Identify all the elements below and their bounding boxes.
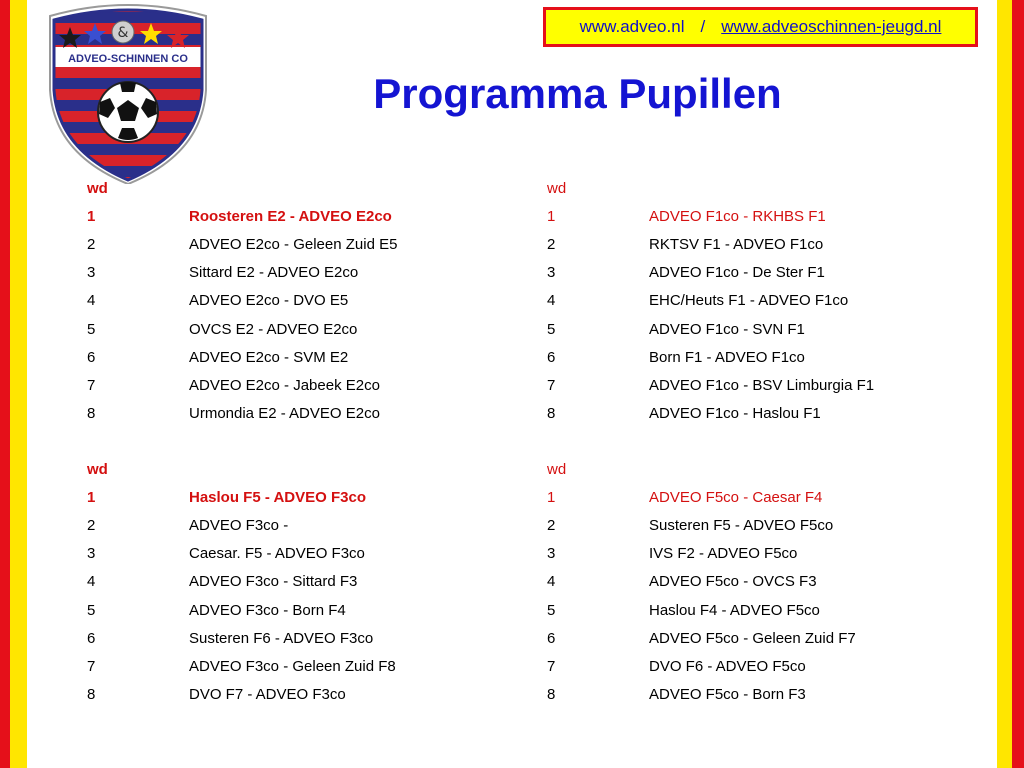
match-number: 5 bbox=[547, 321, 556, 338]
match-teams: ADVEO F3co - Geleen Zuid F8 bbox=[189, 658, 396, 675]
match-number: 8 bbox=[547, 405, 556, 422]
match-teams: ADVEO F3co - bbox=[189, 517, 289, 534]
match-teams: Susteren F6 - ADVEO F3co bbox=[189, 630, 374, 647]
adveoschinnen-jeugd-link[interactable]: www.adveoschinnen-jeugd.nl bbox=[721, 17, 942, 36]
match-teams: Roosteren E2 - ADVEO E2co bbox=[189, 208, 392, 225]
match-teams: EHC/Heuts F1 - ADVEO F1co bbox=[649, 292, 849, 309]
page-title: Programma Pupillen bbox=[373, 70, 782, 117]
match-teams: ADVEO F5co - Geleen Zuid F7 bbox=[649, 630, 856, 647]
left-yellow-stripe bbox=[10, 0, 27, 768]
match-teams: OVCS E2 - ADVEO E2co bbox=[189, 321, 358, 338]
match-teams: ADVEO F1co - SVN F1 bbox=[649, 321, 805, 338]
match-number: 7 bbox=[87, 658, 96, 675]
match-teams: IVS F2 - ADVEO F5co bbox=[649, 545, 798, 562]
match-number: 5 bbox=[87, 602, 96, 619]
match-number: 1 bbox=[87, 208, 96, 225]
match-number: 7 bbox=[547, 377, 556, 394]
match-number: 4 bbox=[547, 292, 556, 309]
match-teams: Urmondia E2 - ADVEO E2co bbox=[189, 405, 380, 422]
club-logo-icon bbox=[48, 2, 208, 184]
match-number: 1 bbox=[547, 489, 556, 506]
match-teams: ADVEO F1co - RKHBS F1 bbox=[649, 208, 826, 225]
match-teams: ADVEO E2co - Jabeek E2co bbox=[189, 377, 380, 394]
match-number: 8 bbox=[87, 686, 96, 703]
match-teams: ADVEO F3co - Sittard F3 bbox=[189, 573, 358, 590]
match-teams: ADVEO F1co - De Ster F1 bbox=[649, 264, 825, 281]
match-teams: RKTSV F1 - ADVEO F1co bbox=[649, 236, 824, 253]
match-teams: ADVEO E2co - SVM E2 bbox=[189, 349, 349, 366]
match-teams: Haslou F4 - ADVEO F5co bbox=[649, 602, 820, 619]
match-number: 8 bbox=[87, 405, 96, 422]
match-number: 2 bbox=[547, 517, 556, 534]
right-yellow-stripe bbox=[997, 0, 1012, 768]
match-number: 2 bbox=[87, 517, 96, 534]
website-links-box bbox=[543, 7, 978, 47]
logo-text: ADVEO-SCHINNEN CO bbox=[68, 53, 188, 65]
match-teams: ADVEO F5co - Born F3 bbox=[649, 686, 806, 703]
match-number: 6 bbox=[547, 349, 556, 366]
match-teams: ADVEO F3co - Born F4 bbox=[189, 602, 346, 619]
header-wd-label: wd bbox=[547, 461, 567, 478]
match-teams: ADVEO F1co - Haslou F1 bbox=[649, 405, 821, 422]
match-number: 8 bbox=[547, 686, 556, 703]
match-teams: Born F1 - ADVEO F1co bbox=[649, 349, 805, 366]
adveo-link[interactable]: www.adveo.nl bbox=[579, 17, 685, 36]
match-teams: Haslou F5 - ADVEO F3co bbox=[189, 489, 366, 506]
match-number: 6 bbox=[87, 630, 96, 647]
match-number: 3 bbox=[547, 264, 556, 281]
match-number: 5 bbox=[87, 321, 96, 338]
match-number: 4 bbox=[87, 573, 96, 590]
logo-ampersand: & bbox=[117, 25, 129, 41]
match-number: 2 bbox=[87, 236, 96, 253]
match-number: 3 bbox=[547, 545, 556, 562]
match-teams: Susteren F5 - ADVEO F5co bbox=[649, 517, 834, 534]
match-teams: ADVEO F5co - OVCS F3 bbox=[649, 573, 817, 590]
match-number: 6 bbox=[87, 349, 96, 366]
match-teams: ADVEO E2co - DVO E5 bbox=[189, 292, 349, 309]
match-teams: Sittard E2 - ADVEO E2co bbox=[189, 264, 359, 281]
match-number: 7 bbox=[87, 377, 96, 394]
match-number: 3 bbox=[87, 264, 96, 281]
match-teams: DVO F7 - ADVEO F3co bbox=[189, 686, 346, 703]
match-number: 4 bbox=[547, 573, 556, 590]
match-teams: Caesar. F5 - ADVEO F3co bbox=[189, 545, 365, 562]
match-teams: ADVEO E2co - Geleen Zuid E5 bbox=[189, 236, 398, 253]
match-teams: ADVEO F1co - BSV Limburgia F1 bbox=[649, 377, 875, 394]
match-number: 5 bbox=[547, 602, 556, 619]
right-red-stripe bbox=[1012, 0, 1024, 768]
header-wd-label: wd bbox=[87, 180, 108, 197]
match-number: 1 bbox=[87, 489, 96, 506]
match-number: 7 bbox=[547, 658, 556, 675]
match-number: 1 bbox=[547, 208, 556, 225]
link-separator: / bbox=[700, 17, 706, 36]
match-teams: ADVEO F5co - Caesar F4 bbox=[649, 489, 823, 506]
header-wd-label: wd bbox=[87, 461, 108, 478]
match-number: 4 bbox=[87, 292, 96, 309]
left-red-stripe bbox=[0, 0, 10, 768]
match-teams: DVO F6 - ADVEO F5co bbox=[649, 658, 806, 675]
match-number: 3 bbox=[87, 545, 96, 562]
match-number: 6 bbox=[547, 630, 556, 647]
match-number: 2 bbox=[547, 236, 556, 253]
header-wd-label: wd bbox=[547, 180, 567, 197]
